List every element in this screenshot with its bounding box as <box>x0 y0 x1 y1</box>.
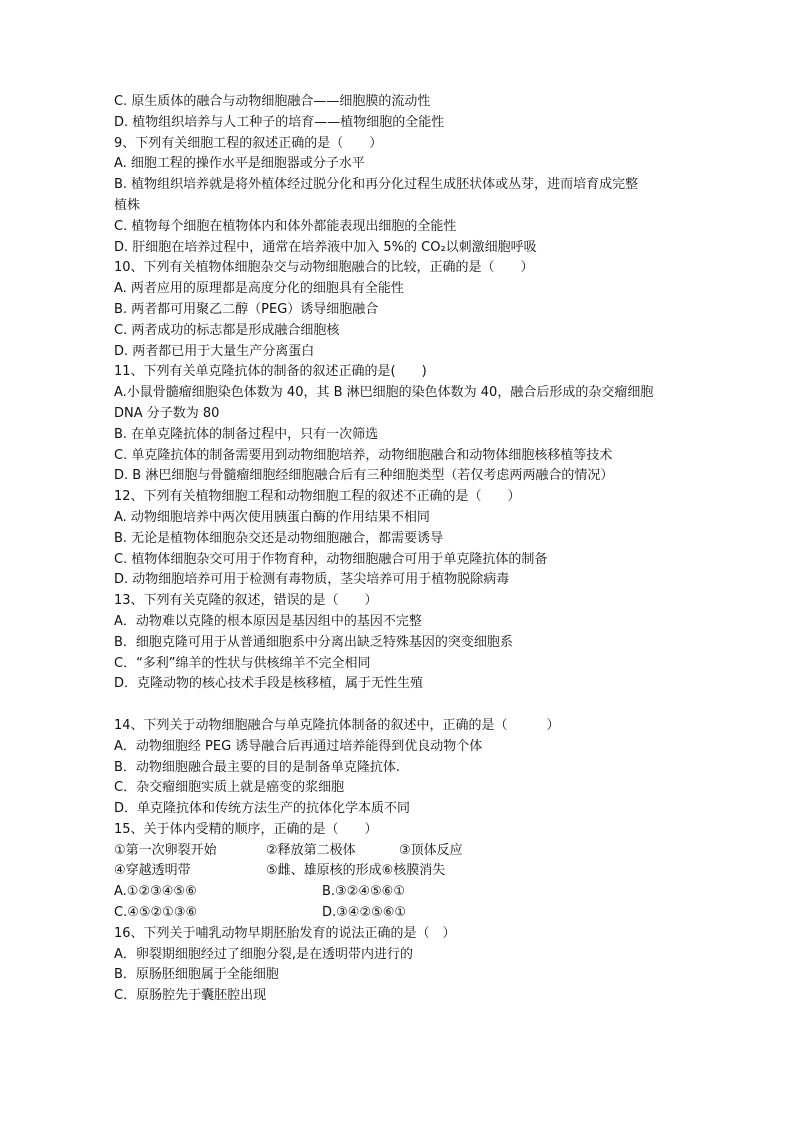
q15-item-4: ④穿越透明带 <box>114 863 191 879</box>
q14-option-b: B．动物细胞融合最主要的目的是制备单克隆抗体. <box>114 759 401 775</box>
q9-option-b: B. 植物组织培养就是将外植体经过脱分化和再分化过程生成胚状体或丛芽，进而培育成完整 <box>114 177 639 193</box>
q14-option-a: A．动物细胞经 PEG 诱导融合后再通过培养能得到优良动物个体 <box>114 738 483 754</box>
q15-option-d: D.③④②⑤⑥① <box>322 905 407 921</box>
q8-option-c: C. 原生质体的融合与动物细胞融合——细胞膜的流动性 <box>114 94 431 109</box>
q11-option-d: D. B 淋巴细胞与骨髓瘤细胞经细胞融合后有三种细胞类型（若仅考虑两两融合的情况） <box>114 468 614 484</box>
q10-option-d: D. 两者都已用于大量生产分离蛋白 <box>114 343 315 359</box>
q12-option-d: D. 动物细胞培养可用于检测有毒物质，茎尖培养可用于植物脱除病毒 <box>114 572 510 588</box>
q15-items-row-2 <box>114 861 689 882</box>
q13-option-a: A．动物难以克隆的根本原因是基因组中的基因不完整 <box>114 613 422 629</box>
q9-option-b-continued: 植株 <box>114 197 141 213</box>
q8-option-d: D. 植物组织培养与人工种子的培育——植物细胞的全能性 <box>114 114 445 130</box>
q9-option-c: C. 植物每个细胞在植物体内和体外都能表现出细胞的全能性 <box>114 218 457 234</box>
q14-option-c: C．杂交瘤细胞实质上就是癌变的浆细胞 <box>114 780 345 796</box>
q15-items-row-1 <box>114 841 689 862</box>
q11-option-c: C. 单克隆抗体的制备需要用到动物细胞培养，动物细胞融合和动物体细胞核移植等技术 <box>114 447 613 463</box>
q16-option-c: C．原肠腔先于囊胚腔出现 <box>114 988 267 1004</box>
q15-item-5-6: ⑤雌、雄原核的形成⑥核膜消失 <box>266 863 446 879</box>
q15-item-3: ③顶体反应 <box>399 842 463 858</box>
blank-line <box>114 695 689 716</box>
q9-option-a: A. 细胞工程的操作水平是细胞器或分子水平 <box>114 156 365 172</box>
q11-option-a-continued: DNA 分子数为 80 <box>114 405 220 421</box>
q10-option-b: B. 两者都可用聚乙二醇（PEG）诱导细胞融合 <box>114 301 379 317</box>
q10-option-a: A. 两者应用的原理都是高度分化的细胞具有全能性 <box>114 281 404 297</box>
q11-option-a: A.小鼠骨髓瘤细胞染色体数为 40，其 B 淋巴细胞的染色体数为 40，融合后形成的杂交瘤细胞 <box>114 385 654 401</box>
q12-option-a: A. 动物细胞培养中两次使用胰蛋白酶的作用结果不相同 <box>114 509 430 525</box>
q9-option-d: D. 肝细胞在培养过程中，通常在培养液中加入 5%的 CO₂以刺激细胞呼吸 <box>114 239 537 255</box>
q15-option-c: C.④⑤②①③⑥ <box>114 905 198 921</box>
q13-stem: 13、下列有关克隆的叙述，错误的是（ ） <box>114 593 378 609</box>
q11-stem: 11、下列有关单克隆抗体的制备的叙述正确的是( ) <box>114 364 427 380</box>
q12-option-b: B. 无论是植物体细胞杂交还是动物细胞融合，都需要诱导 <box>114 530 444 546</box>
q12-stem: 12、下列有关植物细胞工程和动物细胞工程的叙述不正确的是（ ） <box>114 489 521 505</box>
q10-stem: 10、下列有关植物体细胞杂交与动物细胞融合的比较，正确的是（ ） <box>114 260 534 276</box>
q15-options-row-2 <box>114 903 689 924</box>
q14-option-d: D．单克隆抗体和传统方法生产的抗体化学本质不同 <box>114 801 411 817</box>
q15-options-row-1 <box>114 882 689 903</box>
q10-option-c: C. 两者成功的标志都是形成融合细胞核 <box>114 322 340 338</box>
q16-option-a: A．卵裂期细胞经过了细胞分裂,是在透明带内进行的 <box>114 946 414 962</box>
q16-option-b: B．原肠胚细胞属于全能细胞 <box>114 967 279 983</box>
q15-option-a: A.①②③④⑤⑥ <box>114 884 197 900</box>
q15-item-1: ①第一次卵裂开始 <box>114 842 217 858</box>
q13-option-b: B．细胞克隆可用于从普通细胞系中分离出缺乏特殊基因的突变细胞系 <box>114 634 513 650</box>
document-body <box>114 92 689 1007</box>
q11-option-b: B. 在单克隆抗体的制备过程中，只有一次筛选 <box>114 426 379 442</box>
q13-option-c: C．“多利”绵羊的性状与供核绵羊不完全相同 <box>114 655 371 671</box>
q9-stem: 9、下列有关细胞工程的叙述正确的是（ ） <box>114 135 383 151</box>
q12-option-c: C. 植物体细胞杂交可用于作物育种，动物细胞融合可用于单克隆抗体的制备 <box>114 551 548 567</box>
q15-item-2: ②释放第二极体 <box>266 842 356 858</box>
q16-stem: 16、下列关于哺乳动物早期胚胎发育的说法正确的是（ ） <box>114 925 456 941</box>
q15-stem: 15、关于体内受精的顺序，正确的是（ ） <box>114 821 378 837</box>
q14-stem: 14、下列关于动物细胞融合与单克隆抗体制备的叙述中，正确的是（ ） <box>114 717 560 733</box>
q15-option-b: B.③②④⑤⑥① <box>322 884 405 900</box>
q13-option-d: D．克隆动物的核心技术手段是核移植，属于无性生殖 <box>114 676 424 692</box>
